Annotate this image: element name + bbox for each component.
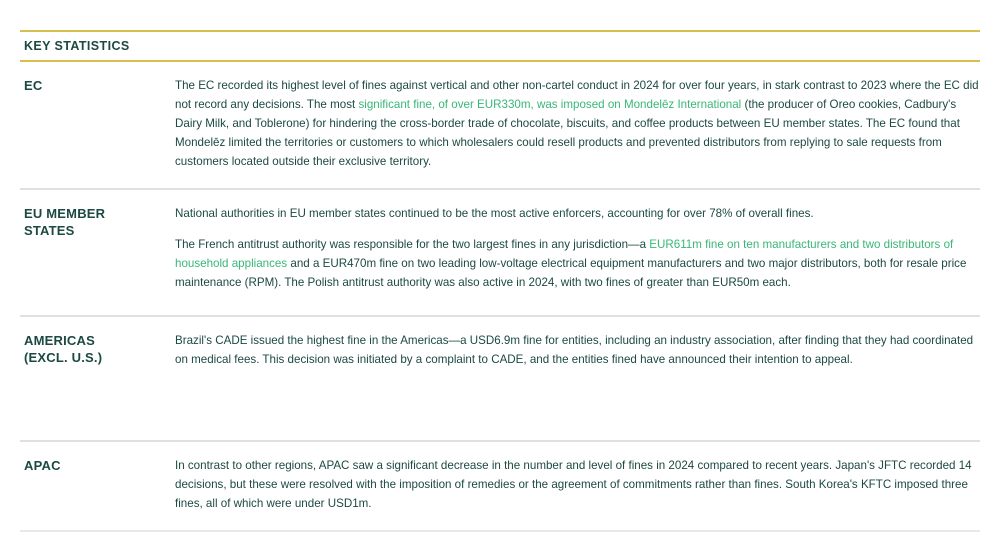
- row-label: AMERICAS (EXCL. U.S.): [24, 333, 103, 365]
- text-segment: Brazil's CADE issued the highest fine in the Americas—a USD6.9m fine for entities, including an industry association, after finding that they had coordinated on medical fees. This decision was initiated by a complaint to CADE, and the entities fined have announced their intention to appeal.: [175, 334, 974, 366]
- paragraph: [175, 204, 980, 223]
- paragraph: [175, 456, 980, 513]
- text-segment: (the producer of Oreo cookies, Cadbury's Dairy Milk, and Toblerone) for hindering the cross-border trade of chocolate, biscuits, and coffee products between EU member states. The EC found that Mondelēz limited the territories or customers to which wholesalers could resell products and prevented distributors from replying to sale requests from customers located outside their exclusive territory.: [175, 98, 960, 168]
- text-segment: National authorities in EU member states continued to be the most active enforcers, accounting for over 78% of overall fines.: [175, 207, 814, 220]
- row-label: EC: [24, 78, 43, 93]
- row-content: [175, 204, 980, 315]
- paragraph: [175, 76, 980, 171]
- row-content: [175, 76, 980, 188]
- table-row: [20, 317, 980, 442]
- row-label: APAC: [24, 458, 61, 473]
- row-content: [175, 331, 980, 440]
- paragraph: [175, 235, 980, 292]
- row-content: [175, 456, 980, 530]
- text-segment: The EC recorded its highest level of fines against vertical and other non-cartel conduct in 2024 for over four years, in stark contrast to 2023 where the EC did not record any decisions. The most: [175, 79, 979, 111]
- statistics-table: [20, 62, 980, 532]
- inline-link[interactable]: significant fine, of over EUR330m, was imposed on Mondelēz International: [358, 98, 742, 111]
- inline-link[interactable]: EUR611m fine on ten manufacturers and two distributors of household appliances: [175, 238, 954, 270]
- row-label: EU MEMBER STATES: [24, 206, 106, 238]
- text-segment: In contrast to other regions, APAC saw a significant decrease in the number and level of fines in 2024 compared to recent years. Japan's JFTC recorded 14 decisions, but these were resolved with the imposition of remedies or the agreement of commitments rather than fines. South Korea's KFTC imposed three fines, all of which were under USD1m.: [175, 459, 972, 510]
- table-row: [20, 62, 980, 190]
- text-segment: and a EUR470m fine on two leading low-voltage electrical equipment manufacturers and two major distributors, both for resale price maintenance (RPM). The Polish antitrust authority was also active in 2024, with two fines of greater than EUR50m each.: [175, 257, 967, 289]
- paragraph: [175, 331, 980, 369]
- section-title: KEY STATISTICS: [24, 39, 130, 53]
- table-row: [20, 190, 980, 317]
- table-row: [20, 442, 980, 532]
- text-segment: The French antitrust authority was responsible for the two largest fines in any jurisdiction—a: [175, 238, 650, 251]
